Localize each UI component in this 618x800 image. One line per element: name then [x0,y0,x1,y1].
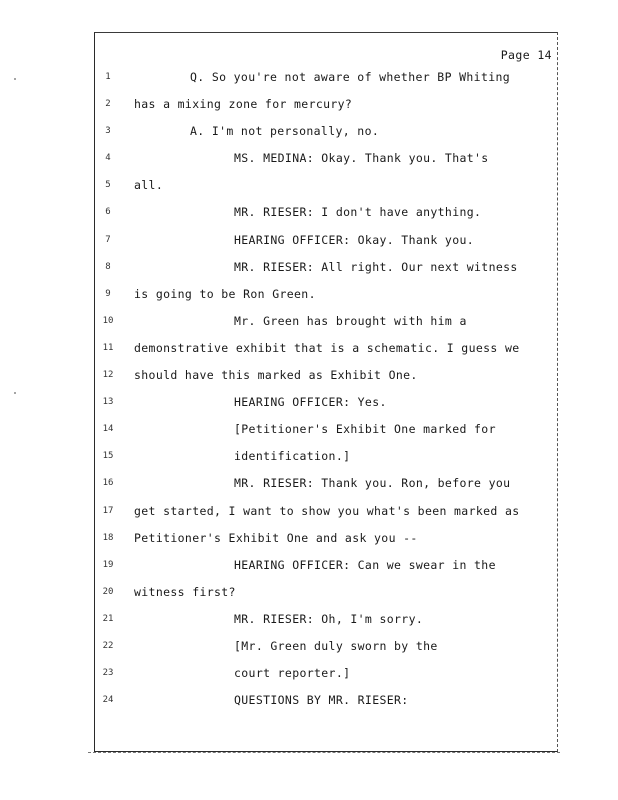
line-text: QUESTIONS BY MR. RIESER: [234,693,409,708]
line-number: 13 [102,397,114,408]
transcript-line [0,389,618,416]
transcript-line [0,362,618,389]
line-text: should have this marked as Exhibit One. [134,368,418,383]
page-bottom-rule [88,752,560,753]
transcript-line [0,227,618,254]
transcript-line [0,687,618,714]
page-number: Page 14 [500,48,552,62]
transcript-line [0,335,618,362]
transcript-line [0,308,618,335]
transcript-line [0,498,618,525]
line-text: HEARING OFFICER: Okay. Thank you. [234,232,475,247]
line-number: 20 [102,586,114,597]
line-text: Petitioner's Exhibit One and ask you -- [134,530,418,545]
line-number: 15 [102,451,114,462]
line-text: MR. RIESER: I don't have anything. [234,205,482,220]
transcript-line [0,254,618,281]
line-text: MR. RIESER: Thank you. Ron, before you [234,476,511,491]
line-text: Q. So you're not aware of whether BP Whiting [190,70,511,84]
transcript-lines [0,64,618,714]
transcript-line [0,470,618,497]
line-number: 18 [102,532,114,543]
line-number: 24 [102,695,114,706]
transcript-line [0,579,618,606]
line-text: MR. RIESER: Oh, I'm sorry. [234,611,424,626]
line-text: MS. MEDINA: Okay. Thank you. That's [234,151,489,166]
line-number: 11 [102,342,114,353]
line-number: 1 [105,72,111,82]
transcript-line [0,416,618,443]
transcript-line [0,443,618,470]
transcript-line [0,633,618,660]
transcript-line [0,281,618,308]
line-number: 17 [102,505,114,516]
line-number: 21 [102,613,114,624]
line-number: 2 [105,99,111,110]
transcript-line [0,145,618,172]
line-number: 3 [105,126,111,137]
transcript-line [0,172,618,199]
line-number: 16 [102,478,114,489]
line-number: 6 [105,207,111,218]
line-number: 7 [105,234,111,245]
line-text: witness first? [134,584,236,599]
line-text: Mr. Green has brought with him a [234,313,467,328]
line-number: 19 [102,559,114,570]
line-number: 14 [102,424,114,435]
transcript-line [0,660,618,687]
line-text: all. [134,178,164,193]
line-text: HEARING OFFICER: Can we swear in the [234,557,496,572]
line-text: MR. RIESER: All right. Our next witness [234,259,518,274]
transcript-line [0,552,618,579]
line-number: 8 [105,261,111,272]
transcript-line [0,525,618,552]
line-text: court reporter.] [234,666,351,681]
transcript-line [0,199,618,226]
line-number: 23 [102,668,114,679]
transcript-line [0,606,618,633]
line-number: 22 [102,640,114,651]
line-text: A. I'm not personally, no. [190,124,380,139]
line-number: 12 [102,370,114,381]
transcript-line [0,118,618,145]
line-text: [Mr. Green duly sworn by the [234,638,438,653]
line-text: demonstrative exhibit that is a schematic. I guess we [134,340,520,355]
line-text: is going to be Ron Green. [134,286,316,301]
line-text: [Petitioner's Exhibit One marked for [234,422,496,437]
line-number: 5 [105,180,111,191]
line-number: 4 [105,153,111,164]
transcript-line [0,64,618,91]
transcript-line [0,91,618,118]
line-text: get started, I want to show you what's been marked as [134,503,520,518]
line-text: has a mixing zone for mercury? [134,97,353,112]
line-number: 10 [102,315,114,326]
line-number: 9 [105,288,111,299]
line-text: identification.] [234,449,351,464]
line-text: HEARING OFFICER: Yes. [234,395,387,410]
